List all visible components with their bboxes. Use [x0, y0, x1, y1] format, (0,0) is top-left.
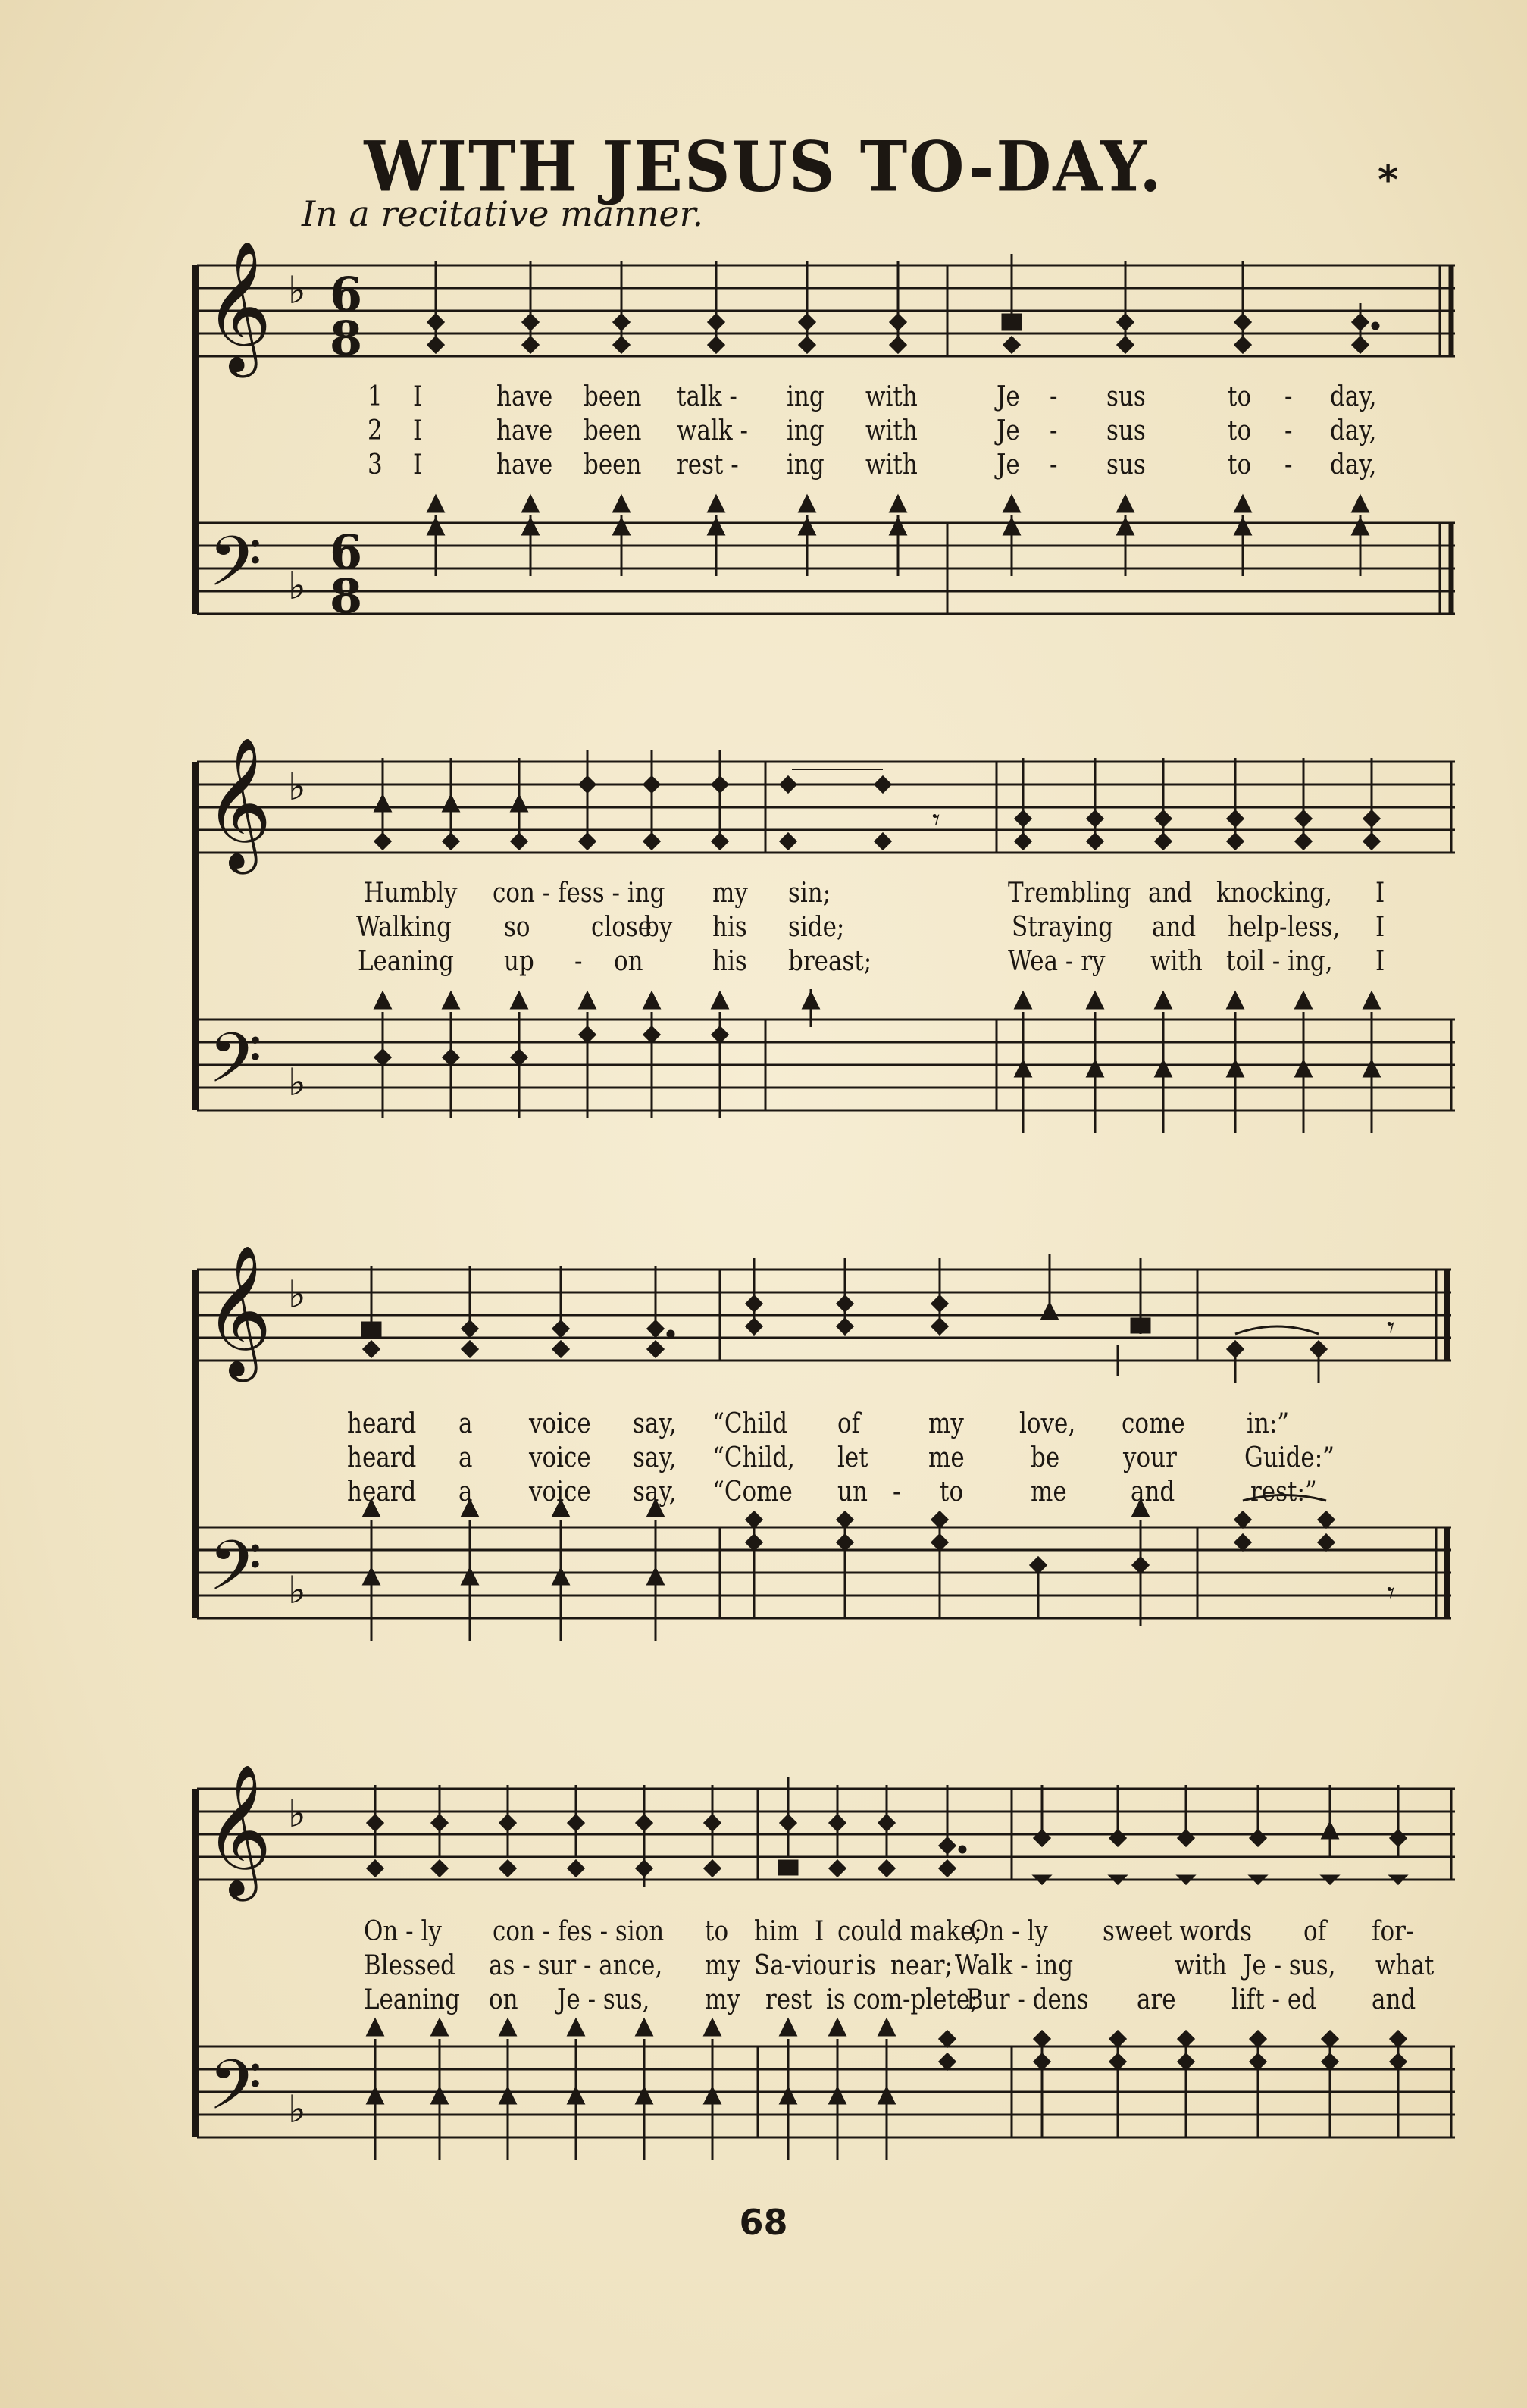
- svg-text:𝄾: 𝄾: [1387, 1576, 1395, 1611]
- lyric-verse-3: heard a voice say, “Come un - to me and rest:”: [347, 1476, 1317, 1508]
- svg-text:𝄞: 𝄞: [205, 737, 272, 869]
- music-system-3: [189, 1247, 1463, 1671]
- svg-text:♭: ♭: [288, 1792, 306, 1836]
- svg-text:𝄞: 𝄞: [205, 1245, 272, 1376]
- svg-text:6: 6: [330, 524, 363, 580]
- lyric-verse-1: On - ly con - fes - sion to him I could make; On - ly sweet words of for-: [364, 1916, 1414, 1947]
- lyric-verse-3: 3 I have been rest - ing with Je - sus to - day,: [368, 449, 1377, 481]
- svg-text:𝄢: 𝄢: [208, 1526, 262, 1623]
- lyric-verse-1: Humbly con - fess - ing my sin; Trembling and knocking, I: [364, 878, 1385, 909]
- svg-text:♭: ♭: [288, 268, 306, 312]
- svg-text:𝄞: 𝄞: [205, 240, 272, 372]
- svg-text:♭: ♭: [288, 1568, 306, 1612]
- asterisk-marker: *: [1378, 158, 1399, 203]
- time-sig-top: 6: [330, 267, 363, 322]
- lyric-verse-2: heard a voice say, “Child, let me be your Guide:”: [347, 1442, 1335, 1473]
- tempo-marking: In a recitative manner.: [302, 193, 704, 234]
- svg-text:♭: ♭: [288, 1060, 306, 1104]
- svg-text:𝄞: 𝄞: [205, 1764, 272, 1896]
- svg-text:♭: ♭: [288, 2087, 306, 2131]
- svg-text:𝄢: 𝄢: [208, 2045, 262, 2142]
- time-sig-bottom: 8: [330, 311, 363, 366]
- svg-text:♭: ♭: [288, 564, 306, 608]
- svg-text:𝄾: 𝄾: [932, 803, 940, 838]
- music-system-4: [189, 1766, 1463, 2190]
- lyric-verse-2: Blessed as - sur - ance, my Sa-viour is near; Walk - ing with Je - sus, what: [364, 1950, 1435, 1981]
- lyric-verse-3: Leaning up - on his breast; Wea - ry with toil - ing, I: [358, 946, 1385, 977]
- lyric-verse-1: 1 I have been talk - ing with Je - sus to - day,: [368, 381, 1377, 412]
- lyric-verse-2: 2 I have been walk - ing with Je - sus to - day,: [368, 415, 1377, 446]
- page-number: 68: [739, 2202, 788, 2243]
- svg-text:𝄢: 𝄢: [208, 1018, 262, 1115]
- lyric-verse-1: heard a voice say, “Child of my love, come in:”: [347, 1408, 1290, 1439]
- svg-text:8: 8: [330, 568, 363, 624]
- music-system-2: [189, 739, 1463, 1163]
- lyric-verse-3: Leaning on Je - sus, my rest is com-plete; Bur - dens are lift - ed and: [364, 1984, 1416, 2015]
- svg-text:♭: ♭: [288, 1273, 306, 1317]
- lyric-verse-2: Walking so close by his side; Straying and help-less, I: [356, 912, 1385, 943]
- hymn-title: WITH JESUS TO-DAY.: [364, 126, 1163, 207]
- svg-text:𝄾: 𝄾: [1387, 1310, 1395, 1345]
- music-system-1: [189, 240, 1463, 667]
- svg-text:♭: ♭: [288, 765, 306, 809]
- svg-text:𝄢: 𝄢: [208, 521, 262, 618]
